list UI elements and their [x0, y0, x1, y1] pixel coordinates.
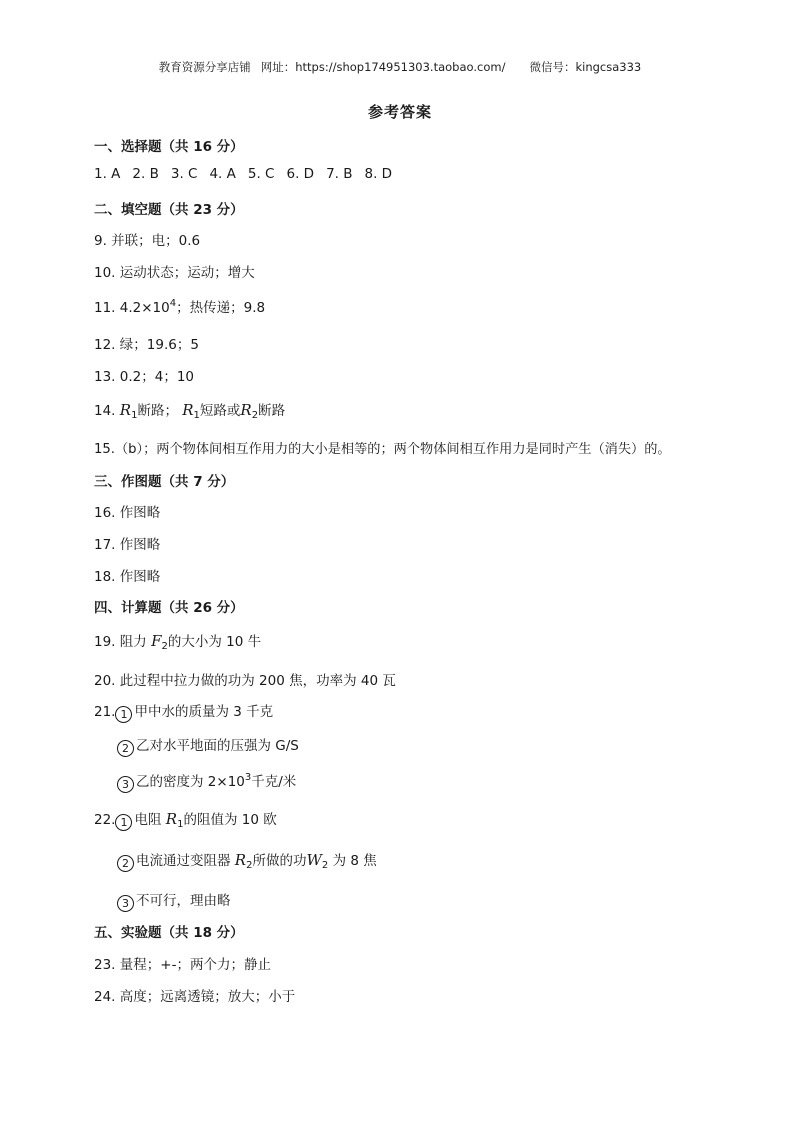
section-heading-fill: 二、填空题（共 23 分） [94, 202, 244, 218]
wechat-id: kingcsa333 [575, 60, 642, 74]
answer-14-num: 14. [94, 403, 116, 419]
answer-17: 17. 作图略 [94, 537, 161, 553]
symbol-r1-b: R [182, 401, 194, 419]
answer-22-text2c: 为 8 焦 [332, 853, 377, 869]
circled-number-2: 2 [117, 855, 134, 872]
choice-6: 6. D [286, 166, 315, 182]
choice-4: 4. A [209, 166, 236, 182]
answer-16: 16. 作图略 [94, 505, 161, 521]
answer-21-exponent: 3 [244, 772, 252, 783]
answer-21-unit: 千克/米 [251, 774, 297, 790]
subscript-f2: 2 [161, 641, 168, 652]
answer-11 [94, 296, 265, 316]
symbol-r2: R [234, 851, 247, 869]
symbol-r1: R [165, 810, 178, 828]
subscript-w2: 2 [321, 860, 329, 871]
choice-answers [94, 166, 392, 182]
circled-number-3: 3 [117, 895, 134, 912]
answer-22-part1 [94, 808, 277, 831]
choice-5: 5. C [247, 166, 275, 182]
answer-22-text1a: 电阻 [134, 812, 162, 828]
answer-21-part1 [94, 700, 273, 723]
section-heading-drawing: 三、作图题（共 7 分） [94, 474, 235, 490]
choice-7: 7. B [326, 166, 353, 182]
circled-number-2: 2 [117, 740, 134, 757]
answer-10: 10. 运动状态；运动；增大 [94, 265, 255, 281]
answer-14-text2: 短路或 [199, 403, 241, 419]
answer-11-value: 11. 4.2×10 [94, 300, 170, 316]
answer-21-part3 [117, 770, 296, 793]
choice-2: 2. B [132, 166, 159, 182]
answer-21-text1: 甲中水的质量为 3 千克 [134, 704, 274, 720]
answer-19-text1: 19. 阻力 [94, 634, 147, 650]
subscript-r2: 2 [246, 860, 253, 871]
circled-number-3: 3 [117, 776, 134, 793]
symbol-r1: R [119, 401, 132, 419]
symbol-f2: F [151, 632, 162, 650]
answer-22-text2b: 所做的功 [252, 853, 307, 869]
subscript-1b: 1 [193, 410, 200, 421]
answer-22-text1b: 的阻值为 10 欧 [183, 812, 277, 828]
answer-18: 18. 作图略 [94, 569, 161, 585]
answer-22-part3 [117, 889, 231, 912]
answer-14-text3: 断路 [258, 403, 286, 419]
page-header [0, 59, 800, 75]
answer-23: 23. 量程；+-；两个力；静止 [94, 957, 271, 973]
section-heading-experiment: 五、实验题（共 18 分） [94, 925, 244, 941]
answer-19 [94, 630, 261, 652]
answer-12: 12. 绿；19.6；5 [94, 337, 199, 353]
answer-20: 20. 此过程中拉力做的功为 200 焦，功率为 40 瓦 [94, 673, 396, 689]
subscript-r1: 1 [177, 819, 184, 830]
answer-22-part2 [117, 849, 377, 872]
answer-15: 15.（b）；两个物体间相互作用力的大小是相等的；两个物体间相互作用力是同时产生（消失）的。 [94, 442, 671, 457]
subscript-1: 1 [131, 410, 138, 421]
answer-9: 9. 并联；电；0.6 [94, 233, 201, 249]
circled-number-1: 1 [115, 706, 132, 723]
section-heading-choice: 一、选择题（共 16 分） [94, 139, 244, 155]
page-title: 参考答案 [367, 103, 432, 121]
answer-24: 24. 高度；远离透镜；放大；小于 [94, 989, 296, 1005]
answer-11-exponent: 4 [169, 298, 177, 309]
choice-1: 1. A [94, 166, 121, 182]
shop-name: 教育资源分享店铺 [158, 60, 251, 74]
answer-22-num: 22. [94, 812, 116, 828]
answer-13: 13. 0.2；4；10 [94, 369, 194, 385]
answer-21-text2: 乙对水平地面的压强为 G/S [136, 738, 299, 754]
symbol-w2: W [306, 851, 322, 869]
answer-21-num: 21. [94, 704, 116, 720]
answer-22-text2a: 电流通过变阻器 [136, 853, 231, 869]
symbol-r2: R [240, 401, 252, 419]
answer-14 [94, 399, 285, 421]
subscript-2: 2 [251, 410, 259, 421]
choice-8: 8. D [364, 166, 393, 182]
section-heading-calc: 四、计算题（共 26 分） [94, 600, 244, 616]
answer-21-text3: 乙的密度为 2×10 [136, 774, 245, 790]
answer-22-text3: 不可行，理由略 [136, 893, 231, 909]
choice-3: 3. C [170, 166, 198, 182]
answer-11-rest: ；热传递；9.8 [176, 300, 266, 316]
answer-19-text2: 的大小为 10 牛 [167, 634, 262, 650]
circled-number-1: 1 [115, 814, 132, 831]
answer-14-text1: 断路； [137, 403, 178, 419]
shop-url[interactable]: https://shop174951303.taobao.com/ [295, 60, 506, 74]
wechat-label: 微信号： [529, 60, 576, 74]
url-label: 网址： [260, 60, 296, 74]
answer-21-part2 [117, 734, 299, 757]
